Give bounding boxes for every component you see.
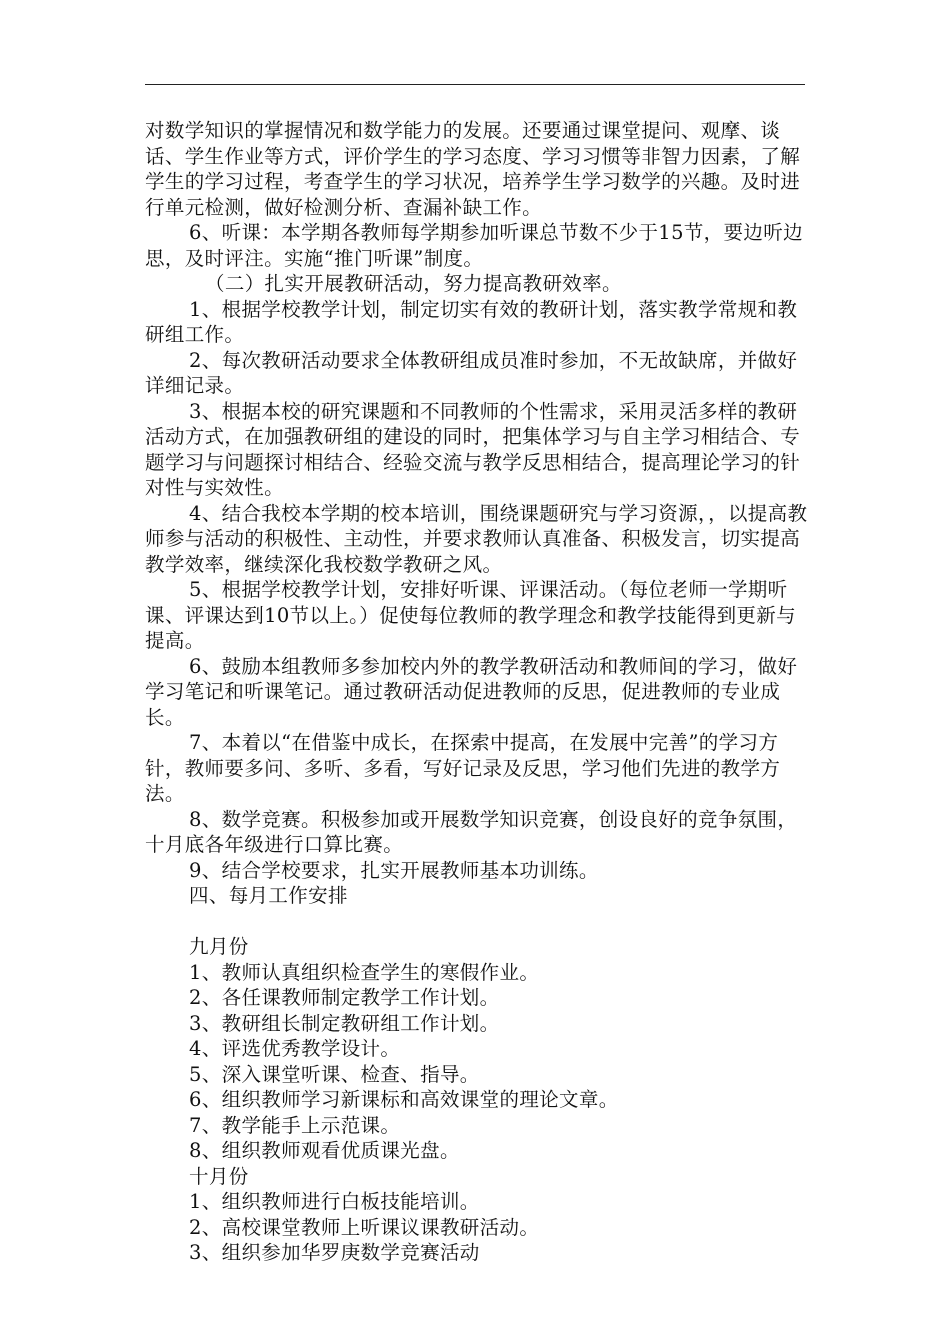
- list-item: 1、组织教师进行白板技能培训。: [189, 1190, 480, 1213]
- paragraph: 2、每次教研活动要求全体教研组成员准时参加，不无故缺席，并做好详细记录。: [145, 348, 798, 397]
- paragraph: 6、鼓励本组教师多参加校内外的教学教研活动和教师间的学习，做好学习笔记和听课笔记。通过教研活动促进教师的反思，促进教师的专业成长。: [145, 654, 798, 729]
- blank-line: [145, 909, 813, 935]
- list-item: 7、教学能手上示范课。: [189, 1113, 401, 1137]
- list-item: 6、组织教师学习新课标和高效课堂的理论文章。: [189, 1088, 619, 1111]
- paragraph: 对数学知识的掌握情况和数学能力的发展。还要通过课堂提问、观摩、谈话、学生作业等方式，评价学生的学习态度、学习习惯等非智力因素，了解学生的学习过程，考查学生的学习状况，培养学生学习数学的兴趣。及时进行单元检测，做好检测分析、查漏补缺工作。: [145, 119, 801, 219]
- paragraph: 4、结合我校本学期的校本培训，围绕课题研究与学习资源，，以提高教师参与活动的积极性、主动性，并要求教师认真准备、积极发言，切实提高教学效率，继续深化我校数学教研之风。: [145, 501, 808, 576]
- list-item: 1、教师认真组织检查学生的寒假作业。: [189, 960, 540, 984]
- list-item: 4、评选优秀教学设计。: [189, 1037, 401, 1060]
- list-item: 5、深入课堂听课、检查、指导。: [189, 1062, 480, 1086]
- list-item: 8、组织教师观看优质课光盘。: [189, 1139, 460, 1162]
- list-item: 3、组织参加华罗庚数学竞赛活动: [189, 1241, 480, 1264]
- section-heading: （二）扎实开展教研活动，努力提高教研效率。: [205, 272, 622, 295]
- document-body: [145, 118, 813, 1266]
- section-heading: 四、每月工作安排: [189, 884, 348, 907]
- paragraph: 7、本着以“在借鉴中成长，在探索中提高，在发展中完善”的学习方针，教师要多问、多听、多看，写好记录及反思，学习他们先进的教学方法。: [145, 731, 781, 805]
- paragraph: 3、根据本校的研究课题和不同教师的个性需求，采用灵活多样的教研活动方式，在加强教研组的建设的同时，把集体学习与自主学习相结合、专题学习与问题探讨相结合、经验交流与教学反思相结合，提高理论学习的针对性与实效性。: [145, 399, 801, 499]
- paragraph: 6、听课：本学期各教师每学期参加听课总节数不少于15节，要边听边思，及时评注。实施“推门听课”制度。: [145, 221, 803, 270]
- paragraph: 8、数学竞赛。积极参加或开展数学知识竞赛，创设良好的竞争氛围，十月底各年级进行口算比赛。: [145, 807, 798, 856]
- header-rule: [145, 84, 805, 85]
- paragraph: 9、结合学校要求，扎实开展教师基本功训练。: [189, 858, 599, 882]
- list-item: 2、高校课堂教师上听课议课教研活动。: [189, 1215, 540, 1239]
- paragraph: 1、根据学校教学计划，制定切实有效的教研计划，落实教学常规和教研组工作。: [145, 297, 798, 346]
- list-item: 2、各任课教师制定教学工作计划。: [189, 986, 500, 1009]
- month-title: 九月份: [189, 935, 249, 958]
- paragraph: 5、根据学校教学计划，安排好听课、评课活动。（每位老师一学期听课、评课达到10节以上。）促使每位教师的教学理念和教学技能得到更新与提高。: [145, 578, 796, 652]
- list-item: 3、教研组长制定教研组工作计划。: [189, 1011, 500, 1035]
- month-title: 十月份: [189, 1164, 249, 1188]
